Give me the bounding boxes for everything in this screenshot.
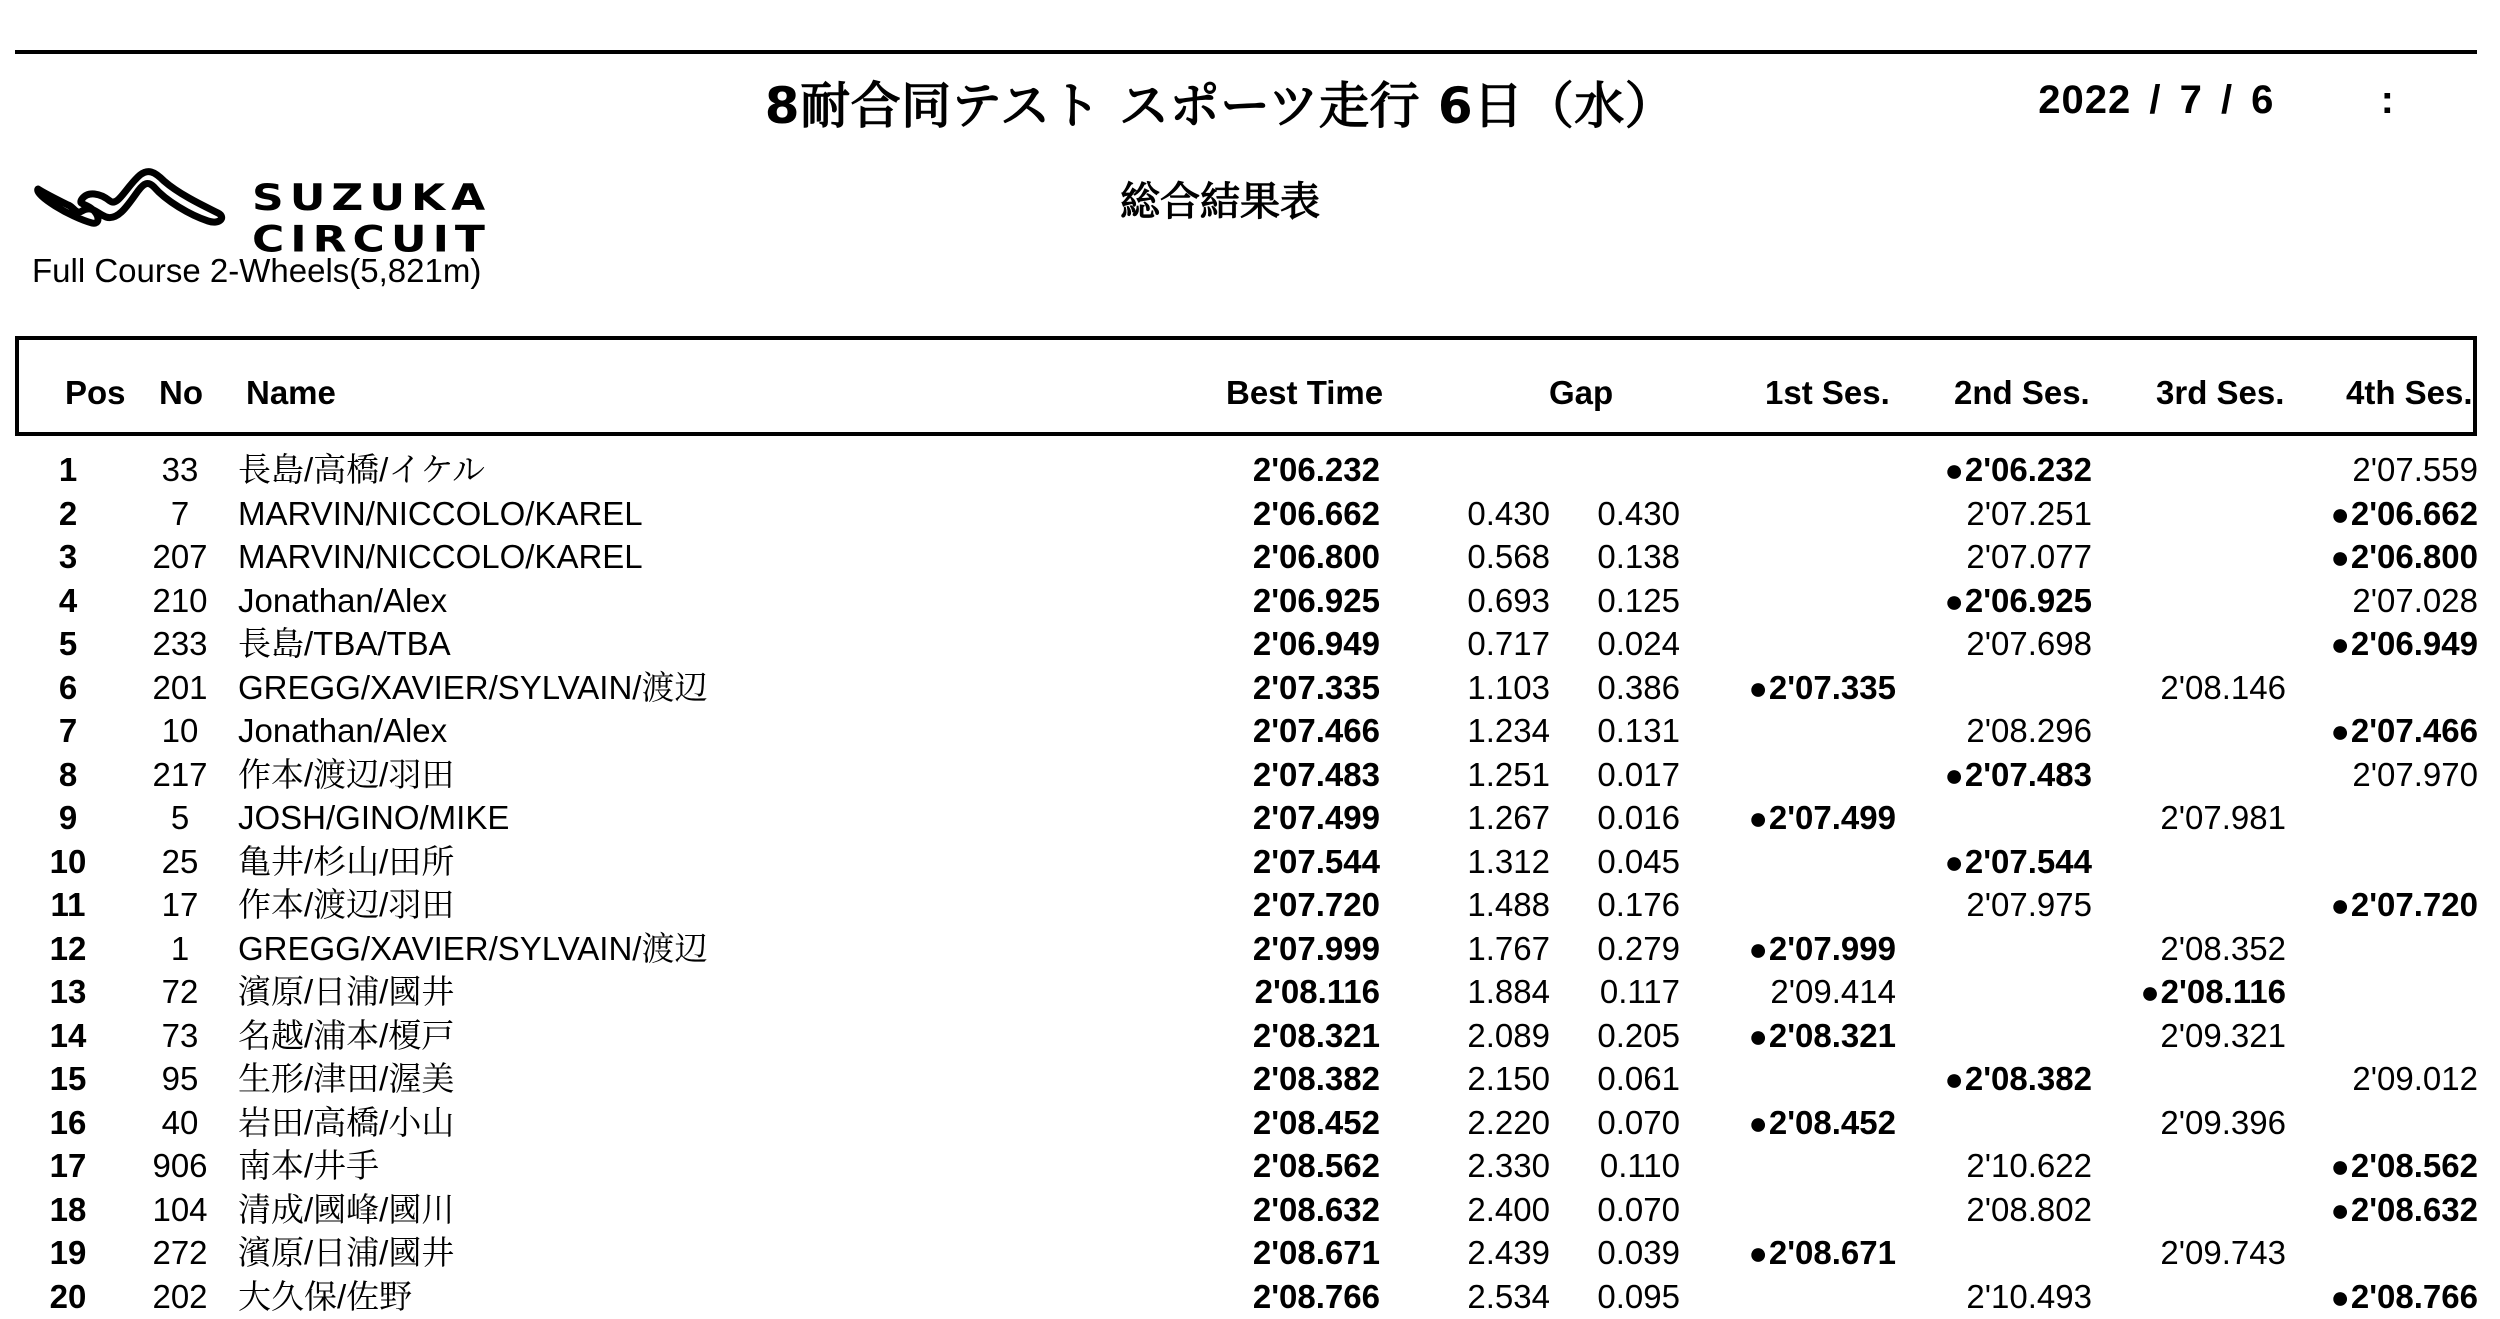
- row-session-2: 2'10.622: [1880, 1144, 2092, 1188]
- table-row: [0, 840, 2500, 884]
- row-number: 202: [140, 1275, 220, 1319]
- table-row: [0, 796, 2500, 840]
- row-best-time: 2'08.671: [1160, 1231, 1380, 1275]
- row-number: 7: [140, 492, 220, 536]
- row-session-2: 2'10.493: [1880, 1275, 2092, 1319]
- row-pos: 16: [40, 1101, 96, 1145]
- row-session-3: ● 2'08.116: [2080, 970, 2286, 1015]
- row-gap-total: 1.884: [1420, 970, 1550, 1014]
- row-name: MARVIN/NICCOLO/KAREL: [238, 535, 1138, 579]
- row-gap-total: 0.568: [1420, 535, 1550, 579]
- row-session-4: 2'07.559: [2270, 448, 2478, 492]
- row-name: 作本/渡辺/羽田: [238, 753, 1138, 797]
- row-session-3: 2'08.146: [2080, 666, 2286, 710]
- row-number: 201: [140, 666, 220, 710]
- table-row: [0, 1144, 2500, 1188]
- row-best-time: 2'06.949: [1160, 622, 1380, 666]
- row-gap-prev: 0.070: [1550, 1188, 1680, 1232]
- row-session-2: ● 2'07.544: [1880, 840, 2092, 885]
- row-session-3: 2'08.352: [2080, 927, 2286, 971]
- row-session-1: ● 2'08.452: [1690, 1101, 1896, 1146]
- row-gap-prev: 0.138: [1550, 535, 1680, 579]
- table-row: [0, 1057, 2500, 1101]
- row-gap-total: 2.439: [1420, 1231, 1550, 1275]
- row-gap-total: 2.400: [1420, 1188, 1550, 1232]
- row-best-time: 2'07.544: [1160, 840, 1380, 884]
- row-number: 210: [140, 579, 220, 623]
- row-gap-prev: 0.061: [1550, 1057, 1680, 1101]
- row-pos: 19: [40, 1231, 96, 1275]
- row-pos: 13: [40, 970, 96, 1014]
- row-number: 5: [140, 796, 220, 840]
- table-row: [0, 970, 2500, 1014]
- row-session-4: ● 2'07.720: [2270, 883, 2478, 928]
- row-gap-prev: 0.024: [1550, 622, 1680, 666]
- row-name: 名越/浦本/榎戸: [238, 1014, 1138, 1058]
- row-number: 72: [140, 970, 220, 1014]
- table-row: [0, 1188, 2500, 1232]
- row-name: MARVIN/NICCOLO/KAREL: [238, 492, 1138, 536]
- row-number: 40: [140, 1101, 220, 1145]
- row-gap-prev: 0.131: [1550, 709, 1680, 753]
- row-best-time: 2'08.321: [1160, 1014, 1380, 1058]
- row-number: 217: [140, 753, 220, 797]
- row-pos: 1: [40, 448, 96, 492]
- row-best-time: 2'07.499: [1160, 796, 1380, 840]
- row-gap-total: 1.234: [1420, 709, 1550, 753]
- row-session-1: ● 2'07.499: [1690, 796, 1896, 841]
- row-gap-total: 1.488: [1420, 883, 1550, 927]
- row-best-time: 2'06.232: [1160, 448, 1380, 492]
- row-best-time: 2'07.720: [1160, 883, 1380, 927]
- row-session-2: 2'07.975: [1880, 883, 2092, 927]
- col-gap: Gap: [1549, 374, 1613, 412]
- row-gap-prev: 0.125: [1550, 579, 1680, 623]
- row-name: 大久保/佐野: [238, 1275, 1138, 1319]
- row-number: 10: [140, 709, 220, 753]
- row-pos: 12: [40, 927, 96, 971]
- row-number: 906: [140, 1144, 220, 1188]
- row-name: 南本/井手: [238, 1144, 1138, 1188]
- row-gap-total: 2.220: [1420, 1101, 1550, 1145]
- row-best-time: 2'06.925: [1160, 579, 1380, 623]
- circuit-track-icon: [30, 165, 230, 235]
- row-name: 濱原/日浦/國井: [238, 970, 1138, 1014]
- table-row: [0, 622, 2500, 666]
- row-pos: 7: [40, 709, 96, 753]
- logo-text: SUZUKA CIRCUIT: [252, 177, 730, 261]
- table-row: [0, 883, 2500, 927]
- date-text: 2022 / 7 / 6: [2038, 78, 2274, 122]
- row-name: Jonathan/Alex: [238, 709, 1138, 753]
- table-row: [0, 1014, 2500, 1058]
- row-session-4: ● 2'06.949: [2270, 622, 2478, 667]
- row-gap-prev: 0.386: [1550, 666, 1680, 710]
- row-best-time: 2'06.800: [1160, 535, 1380, 579]
- time-text: :: [2381, 78, 2395, 122]
- row-session-3: 2'09.743: [2080, 1231, 2286, 1275]
- row-session-4: ● 2'07.466: [2270, 709, 2478, 754]
- row-session-4: ● 2'06.800: [2270, 535, 2478, 580]
- row-session-1: ● 2'08.671: [1690, 1231, 1896, 1276]
- table-row: [0, 1275, 2500, 1319]
- row-number: 25: [140, 840, 220, 884]
- row-name: JOSH/GINO/MIKE: [238, 796, 1138, 840]
- row-gap-total: 1.312: [1420, 840, 1550, 884]
- row-pos: 11: [40, 883, 96, 927]
- row-session-1: ● 2'08.321: [1690, 1014, 1896, 1059]
- row-gap-total: 0.693: [1420, 579, 1550, 623]
- date-time: [2038, 78, 2395, 123]
- row-pos: 3: [40, 535, 96, 579]
- row-gap-prev: 0.110: [1550, 1144, 1680, 1188]
- col-3rd-session: 3rd Ses.: [2156, 374, 2284, 412]
- row-best-time: 2'08.382: [1160, 1057, 1380, 1101]
- row-number: 272: [140, 1231, 220, 1275]
- row-gap-prev: 0.070: [1550, 1101, 1680, 1145]
- row-pos: 4: [40, 579, 96, 623]
- row-session-4: 2'07.028: [2270, 579, 2478, 623]
- row-gap-total: 1.251: [1420, 753, 1550, 797]
- col-no: No: [159, 374, 203, 412]
- row-gap-prev: 0.176: [1550, 883, 1680, 927]
- column-header-bar: [15, 336, 2477, 436]
- row-session-4: ● 2'08.766: [2270, 1275, 2478, 1319]
- row-gap-prev: 0.430: [1550, 492, 1680, 536]
- row-number: 233: [140, 622, 220, 666]
- row-pos: 5: [40, 622, 96, 666]
- row-name: GREGG/XAVIER/SYLVAIN/渡辺: [238, 927, 1138, 971]
- row-name: 清成/國峰/國川: [238, 1188, 1138, 1232]
- row-session-2: 2'07.077: [1880, 535, 2092, 579]
- col-name: Name: [246, 374, 336, 412]
- row-pos: 9: [40, 796, 96, 840]
- row-name: GREGG/XAVIER/SYLVAIN/渡辺: [238, 666, 1138, 710]
- row-session-2: 2'08.802: [1880, 1188, 2092, 1232]
- row-pos: 17: [40, 1144, 96, 1188]
- row-gap-prev: 0.205: [1550, 1014, 1680, 1058]
- suzuka-circuit-logo: [30, 165, 730, 235]
- row-session-2: 2'07.698: [1880, 622, 2092, 666]
- row-name: 長島/高橋/イケル: [238, 448, 1138, 492]
- row-session-4: ● 2'08.632: [2270, 1188, 2478, 1233]
- row-gap-prev: 0.039: [1550, 1231, 1680, 1275]
- table-row: [0, 753, 2500, 797]
- row-best-time: 2'08.632: [1160, 1188, 1380, 1232]
- row-session-2: ● 2'06.232: [1880, 448, 2092, 493]
- row-session-2: ● 2'07.483: [1880, 753, 2092, 798]
- row-session-1: 2'09.414: [1690, 970, 1896, 1014]
- row-pos: 20: [40, 1275, 96, 1319]
- row-pos: 2: [40, 492, 96, 536]
- row-gap-prev: 0.016: [1550, 796, 1680, 840]
- row-session-4: ● 2'06.662: [2270, 492, 2478, 537]
- row-number: 73: [140, 1014, 220, 1058]
- row-gap-total: 0.717: [1420, 622, 1550, 666]
- row-session-3: 2'07.981: [2080, 796, 2286, 840]
- row-number: 1: [140, 927, 220, 971]
- row-session-1: ● 2'07.335: [1690, 666, 1896, 711]
- table-row: [0, 448, 2500, 492]
- page-subtitle: 総合結果表: [0, 170, 2440, 227]
- row-session-2: ● 2'06.925: [1880, 579, 2092, 624]
- table-row: [0, 535, 2500, 579]
- row-session-2: ● 2'08.382: [1880, 1057, 2092, 1102]
- table-row: [0, 927, 2500, 971]
- page-title: 8耐合同テスト スポーツ走行 6日（水）: [0, 66, 2440, 138]
- row-name: 作本/渡辺/羽田: [238, 883, 1138, 927]
- row-pos: 15: [40, 1057, 96, 1101]
- row-pos: 18: [40, 1188, 96, 1232]
- row-gap-total: 0.430: [1420, 492, 1550, 536]
- table-row: [0, 492, 2500, 536]
- row-best-time: 2'07.999: [1160, 927, 1380, 971]
- row-gap-total: 1.267: [1420, 796, 1550, 840]
- row-name: 岩田/高橋/小山: [238, 1101, 1138, 1145]
- top-rule: [15, 50, 2477, 54]
- col-pos: Pos: [65, 374, 126, 412]
- row-gap-total: 1.767: [1420, 927, 1550, 971]
- row-session-2: 2'07.251: [1880, 492, 2092, 536]
- row-session-3: 2'09.321: [2080, 1014, 2286, 1058]
- row-best-time: 2'08.766: [1160, 1275, 1380, 1319]
- row-best-time: 2'06.662: [1160, 492, 1380, 536]
- row-gap-prev: 0.095: [1550, 1275, 1680, 1319]
- row-name: 亀井/杉山/田所: [238, 840, 1138, 884]
- row-session-4: 2'09.012: [2270, 1057, 2478, 1101]
- row-best-time: 2'08.562: [1160, 1144, 1380, 1188]
- row-number: 95: [140, 1057, 220, 1101]
- row-session-1: ● 2'07.999: [1690, 927, 1896, 972]
- table-row: [0, 1101, 2500, 1145]
- col-best-time: Best Time: [1226, 374, 1383, 412]
- row-pos: 14: [40, 1014, 96, 1058]
- row-gap-prev: 0.017: [1550, 753, 1680, 797]
- row-best-time: 2'07.483: [1160, 753, 1380, 797]
- table-row: [0, 709, 2500, 753]
- row-gap-prev: 0.117: [1550, 970, 1680, 1014]
- row-best-time: 2'08.452: [1160, 1101, 1380, 1145]
- row-name: 長島/TBA/TBA: [238, 622, 1138, 666]
- row-session-4: 2'07.970: [2270, 753, 2478, 797]
- course-label: Full Course 2-Wheels(5,821m): [32, 252, 481, 290]
- row-number: 104: [140, 1188, 220, 1232]
- row-gap-total: 2.089: [1420, 1014, 1550, 1058]
- col-4th-session: 4th Ses.: [2346, 374, 2473, 412]
- row-gap-prev: 0.279: [1550, 927, 1680, 971]
- row-number: 33: [140, 448, 220, 492]
- row-name: 生形/津田/渥美: [238, 1057, 1138, 1101]
- table-row: [0, 579, 2500, 623]
- row-pos: 8: [40, 753, 96, 797]
- row-name: 濱原/日浦/國井: [238, 1231, 1138, 1275]
- row-gap-total: 2.330: [1420, 1144, 1550, 1188]
- row-gap-prev: 0.045: [1550, 840, 1680, 884]
- row-best-time: 2'07.466: [1160, 709, 1380, 753]
- row-pos: 6: [40, 666, 96, 710]
- row-name: Jonathan/Alex: [238, 579, 1138, 623]
- col-1st-session: 1st Ses.: [1765, 374, 1890, 412]
- row-best-time: 2'08.116: [1160, 970, 1380, 1014]
- table-row: [0, 666, 2500, 710]
- row-gap-total: 1.103: [1420, 666, 1550, 710]
- row-session-3: 2'09.396: [2080, 1101, 2286, 1145]
- col-2nd-session: 2nd Ses.: [1954, 374, 2090, 412]
- row-number: 17: [140, 883, 220, 927]
- row-session-4: ● 2'08.562: [2270, 1144, 2478, 1189]
- row-pos: 10: [40, 840, 96, 884]
- row-gap-total: 2.150: [1420, 1057, 1550, 1101]
- row-best-time: 2'07.335: [1160, 666, 1380, 710]
- results-table: [0, 448, 2500, 1318]
- row-number: 207: [140, 535, 220, 579]
- row-session-2: 2'08.296: [1880, 709, 2092, 753]
- row-gap-total: 2.534: [1420, 1275, 1550, 1319]
- table-row: [0, 1231, 2500, 1275]
